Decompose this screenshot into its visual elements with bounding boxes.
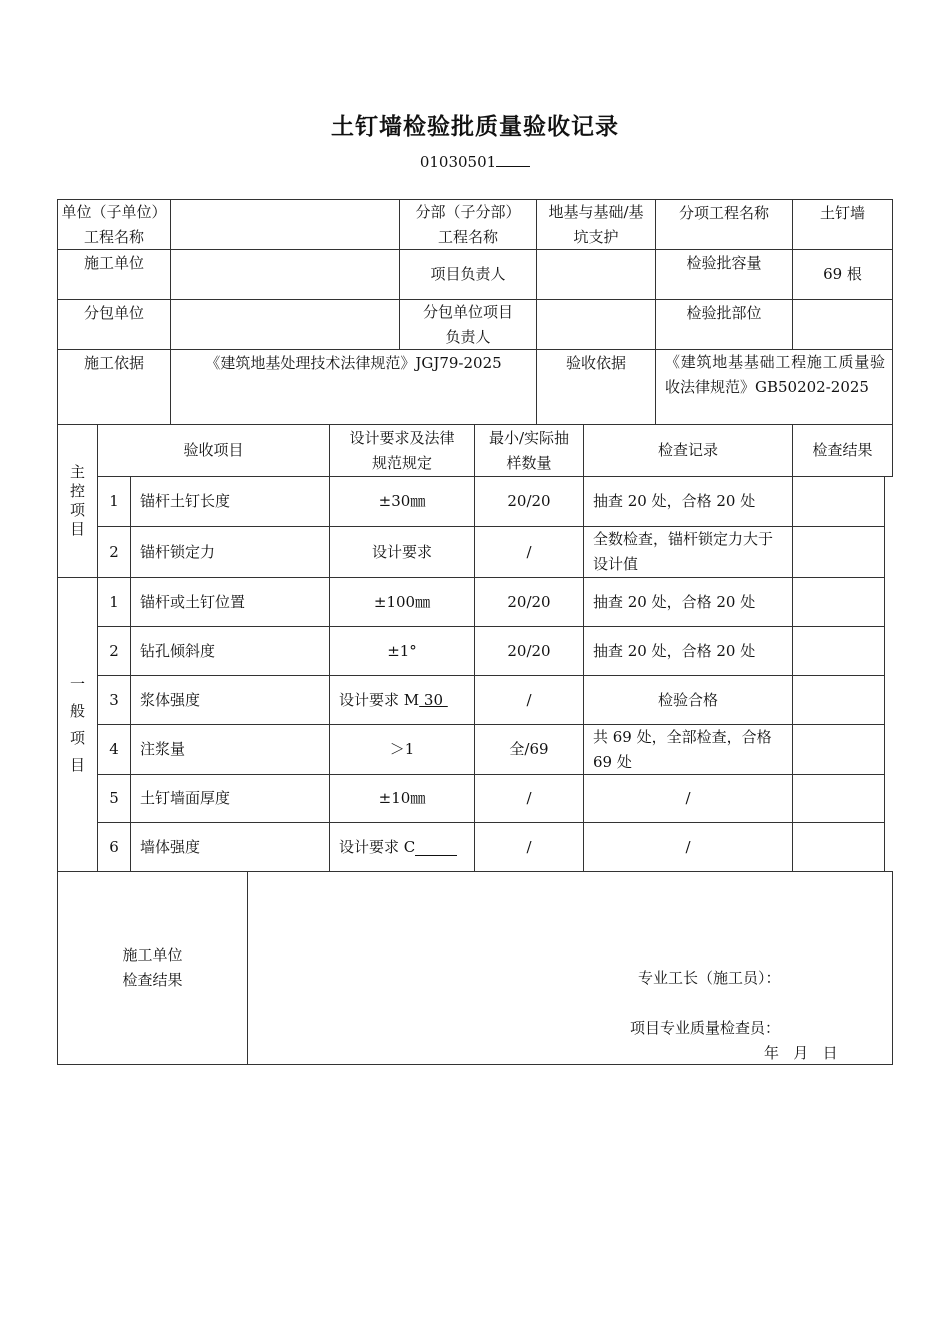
general-item-sample: /: [474, 675, 584, 725]
page-title: 土钉墙检验批质量验收记录: [331, 114, 619, 140]
main-item-name: 锚杆土钉长度: [130, 476, 330, 527]
general-item-sample: 20/20: [474, 626, 584, 676]
column-header-result: 检查结果: [792, 424, 893, 477]
general-item-no: 3: [97, 675, 131, 725]
general-item-design: [329, 822, 475, 872]
main-control-group-label: 主控项目: [57, 424, 98, 578]
general-item-name: 注浆量: [130, 724, 330, 775]
general-item-name: 土钉墙面厚度: [130, 774, 330, 823]
general-item-result[interactable]: [792, 675, 885, 725]
column-header-record: 检查记录: [583, 424, 793, 477]
general-item-no: 2: [97, 626, 131, 676]
general-item-sample: /: [474, 822, 584, 872]
general-item-no: 6: [97, 822, 131, 872]
project-manager-label: 项目负责人: [399, 249, 537, 300]
signature-date: 年 月 日: [764, 1044, 838, 1062]
general-item-no: 5: [97, 774, 131, 823]
subcontractor-label: 分包单位: [57, 299, 171, 350]
subcontractor-value[interactable]: [170, 299, 400, 350]
sub-project-label: 分部（子分部）工程名称: [399, 199, 537, 250]
form-code: [0, 152, 950, 171]
item-name-value: 土钉墙: [792, 199, 893, 250]
mortar-grade: 30: [419, 690, 448, 709]
general-item-name: 钻孔倾斜度: [130, 626, 330, 676]
general-item-result[interactable]: [792, 774, 885, 823]
constructor-check-label: 施工单位检查结果: [57, 871, 248, 1065]
main-item-name: 锚杆锁定力: [130, 526, 330, 578]
unit-name-value[interactable]: [170, 199, 400, 250]
column-header-design: 设计要求及法律规范规定: [329, 424, 475, 477]
batch-capacity-label: 检验批容量: [655, 249, 793, 300]
main-item-no: 1: [97, 476, 131, 527]
general-item-design: ±1°: [329, 626, 475, 676]
sub-project-value: 地基与基础/基坑支护: [536, 199, 656, 250]
design-prefix: 设计要求 M: [339, 690, 420, 709]
constructor-label: 施工单位: [57, 249, 171, 300]
unit-name-label: 单位（子单位）工程名称: [57, 199, 171, 250]
constructor-check-area[interactable]: [247, 871, 893, 1065]
sub-project-manager-value[interactable]: [536, 299, 656, 350]
general-item-name: 锚杆或土钉位置: [130, 577, 330, 627]
general-item-sample: 20/20: [474, 577, 584, 627]
general-item-design: [329, 675, 475, 725]
acceptance-basis-label: 验收依据: [536, 349, 656, 425]
main-item-result[interactable]: [792, 476, 885, 527]
general-item-record: /: [583, 774, 793, 823]
general-item-name: 墙体强度: [130, 822, 330, 872]
batch-capacity-value: 69 根: [792, 249, 893, 300]
general-item-record: /: [583, 822, 793, 872]
general-item-result[interactable]: [792, 724, 885, 775]
main-item-result[interactable]: [792, 526, 885, 578]
concrete-grade-blank[interactable]: [415, 839, 457, 856]
column-header-item: 验收项目: [97, 424, 330, 477]
design-prefix: 设计要求 C: [339, 837, 416, 856]
main-item-sample: /: [474, 526, 584, 578]
quality-inspector-signature-label: 项目专业质量检查员：: [630, 1019, 781, 1037]
general-item-no: 1: [97, 577, 131, 627]
general-item-result[interactable]: [792, 626, 885, 676]
batch-location-value[interactable]: [792, 299, 893, 350]
batch-location-label: 检验批部位: [655, 299, 793, 350]
sub-project-manager-label: 分包单位项目负责人: [399, 299, 537, 350]
project-manager-value[interactable]: [536, 249, 656, 300]
form-code-blank: [496, 152, 530, 167]
acceptance-basis-value: 《建筑地基基础工程施工质量验收法律规范》GB50202-2025: [655, 349, 893, 425]
constructor-value[interactable]: [170, 249, 400, 300]
general-item-result[interactable]: [792, 577, 885, 627]
general-item-design: ±100㎜: [329, 577, 475, 627]
foreman-signature-label: 专业工长（施工员）：: [638, 969, 781, 987]
main-item-record: 抽查 20 处，合格 20 处: [583, 476, 793, 527]
general-item-record: 共 69 处，全部检查，合格 69 处: [583, 724, 793, 775]
general-item-record: 检验合格: [583, 675, 793, 725]
general-item-name: 浆体强度: [130, 675, 330, 725]
column-header-sample: 最小/实际抽样数量: [474, 424, 584, 477]
main-item-design: 设计要求: [329, 526, 475, 578]
general-item-sample: /: [474, 774, 584, 823]
main-item-record: 全数检查，锚杆锁定力大于设计值: [583, 526, 793, 578]
form-code-number: 01030501: [419, 153, 497, 171]
general-group-label: 一般项目: [57, 577, 98, 872]
general-item-sample: 全/69: [474, 724, 584, 775]
general-item-record: 抽查 20 处，合格 20 处: [583, 626, 793, 676]
general-item-no: 4: [97, 724, 131, 775]
general-item-design: ＞1: [329, 724, 475, 775]
general-item-result[interactable]: [792, 822, 885, 872]
construction-basis-label: 施工依据: [57, 349, 171, 425]
construction-basis-value: 《建筑地基处理技术法律规范》JGJ79-2025: [170, 349, 537, 425]
main-item-no: 2: [97, 526, 131, 578]
general-item-record: 抽查 20 处，合格 20 处: [583, 577, 793, 627]
main-item-sample: 20/20: [474, 476, 584, 527]
main-item-design: ±30㎜: [329, 476, 475, 527]
general-item-design: ±10㎜: [329, 774, 475, 823]
item-name-label: 分项工程名称: [655, 199, 793, 250]
